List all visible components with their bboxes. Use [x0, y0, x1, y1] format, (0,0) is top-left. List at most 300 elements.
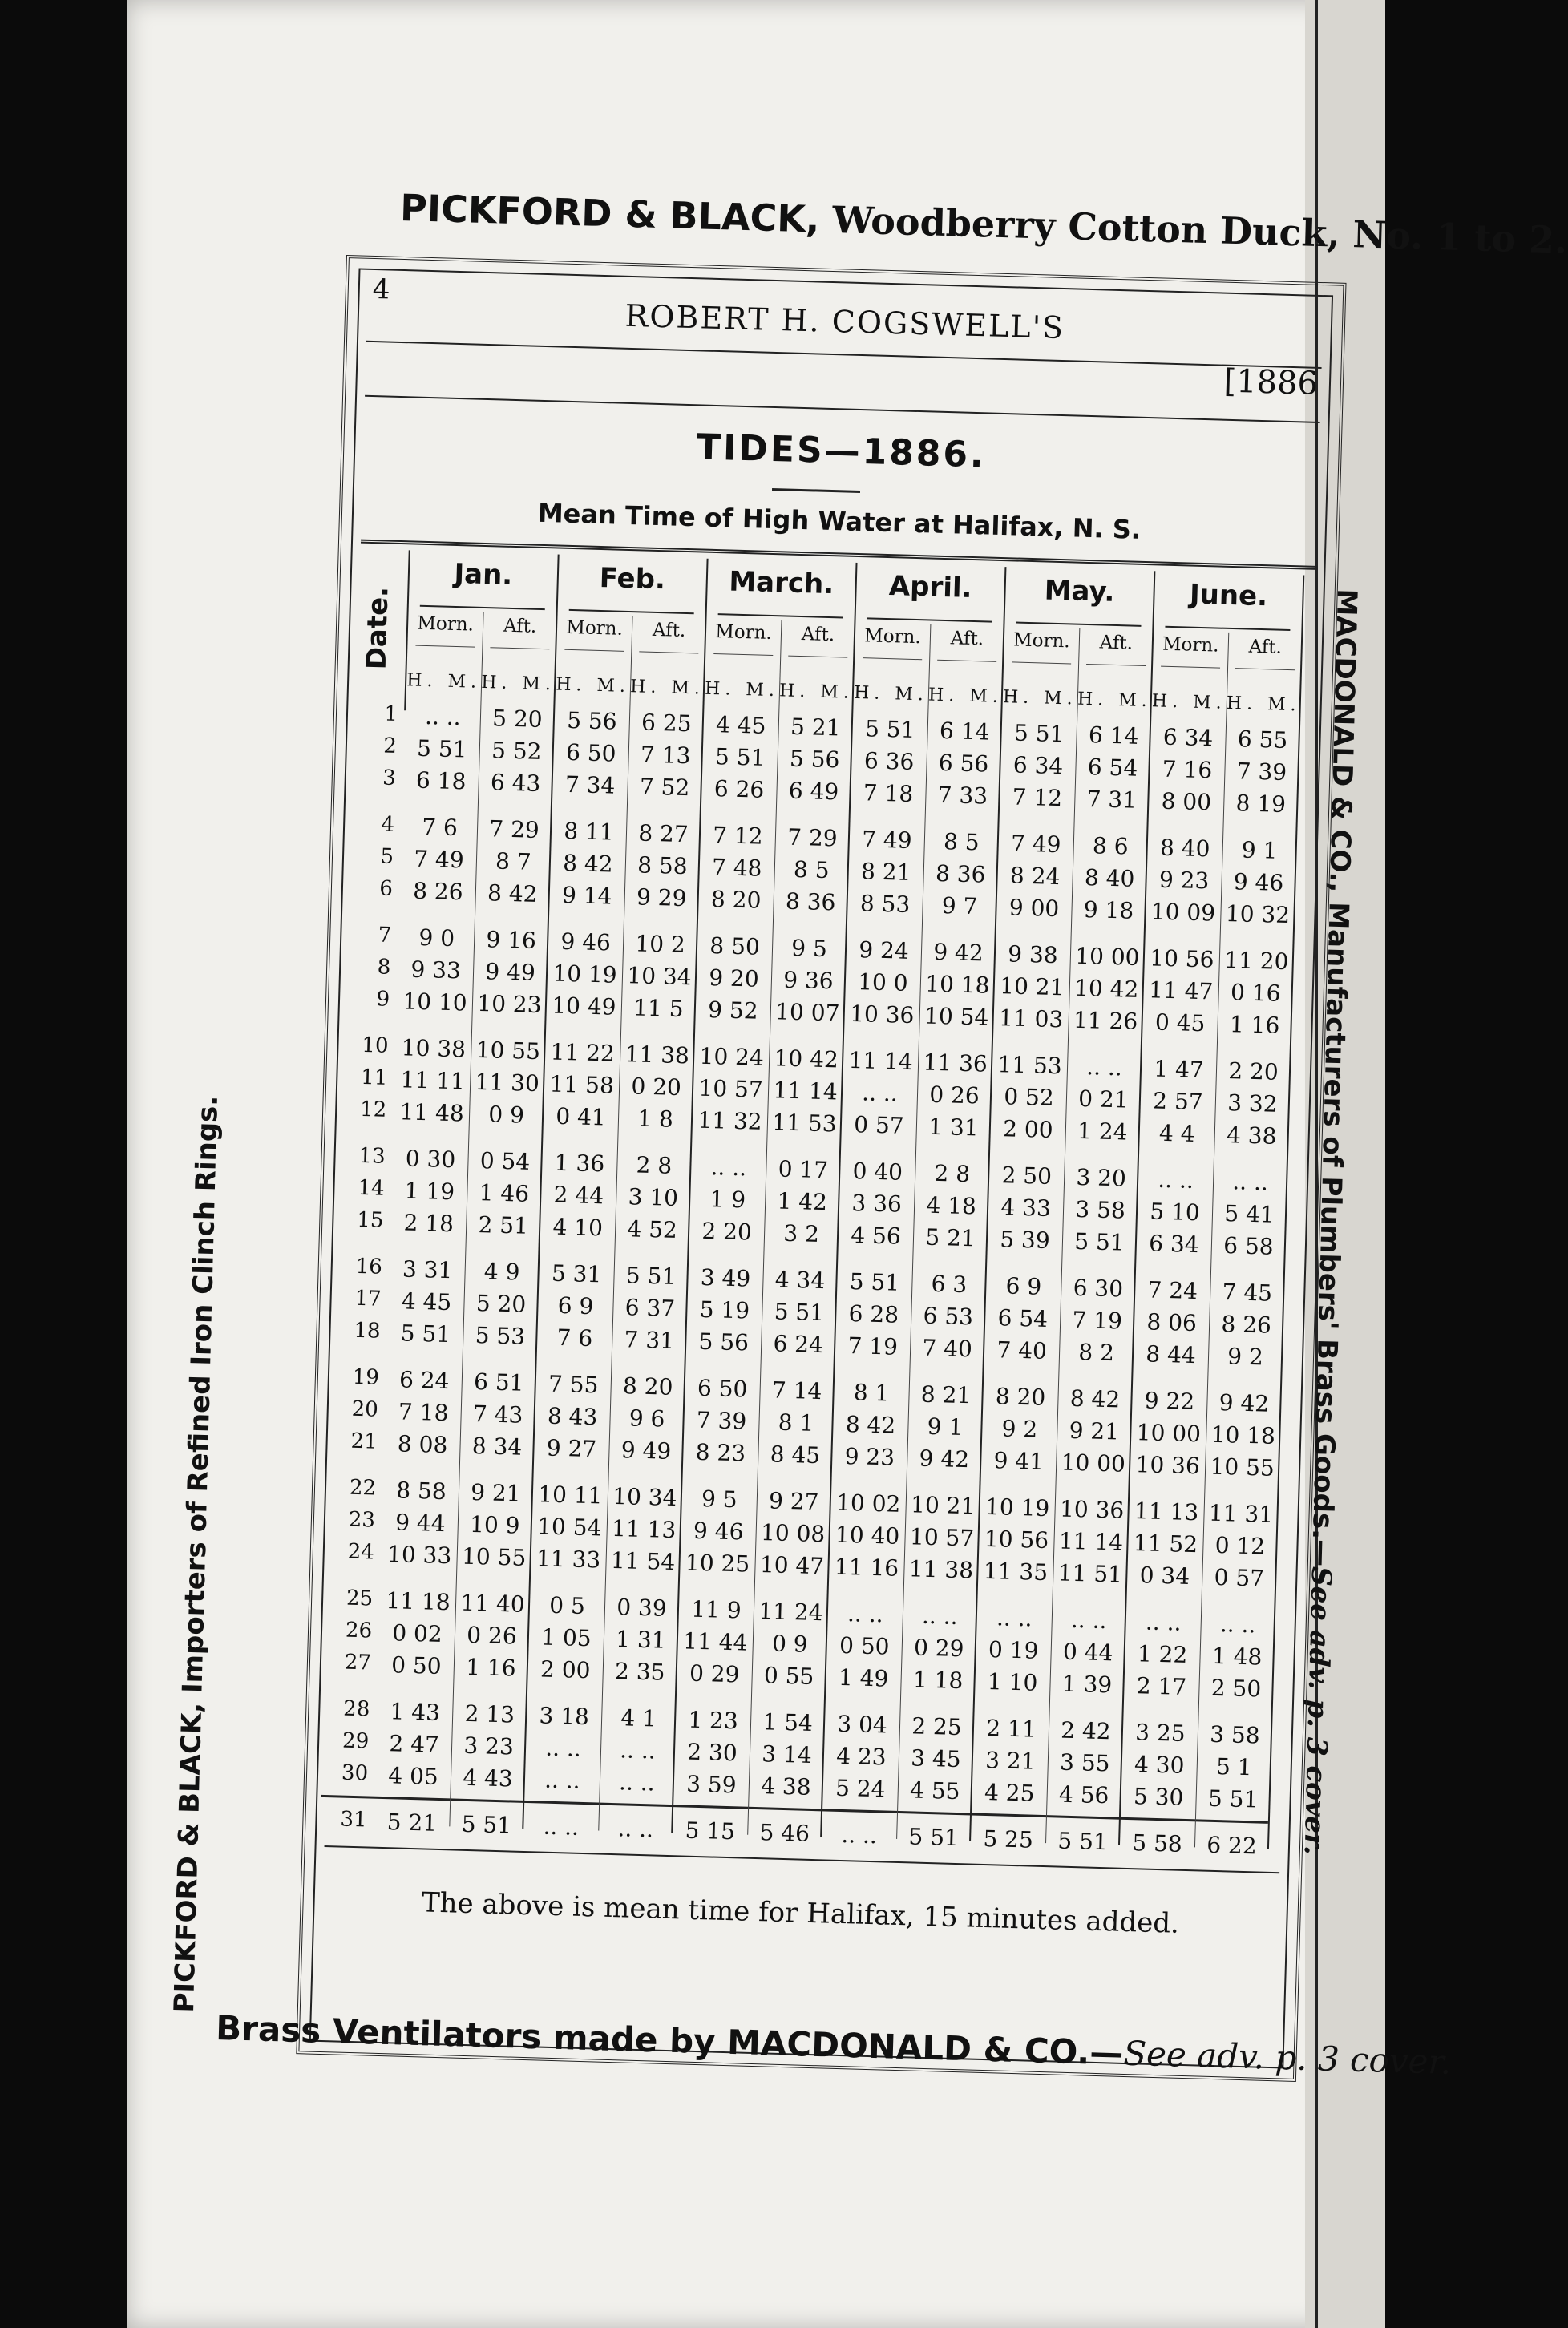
- morning-tide-time: 10 56: [984, 1525, 1049, 1554]
- afternoon-tide-time: 3 20: [1076, 1163, 1127, 1192]
- morning-tide-time: 2 17: [1136, 1672, 1187, 1700]
- morning-tide-time: 11 11: [400, 1066, 466, 1095]
- afternoon-tide-time: 9 7: [941, 892, 978, 920]
- afternoon-tide-time: 8 36: [935, 859, 986, 888]
- morning-tide-time: 8 50: [709, 932, 761, 960]
- morning-tide-time: 11 22: [550, 1038, 616, 1067]
- afternoon-tide-time: 10 9: [469, 1510, 520, 1539]
- morning-tide-time: 6 34: [1012, 751, 1064, 780]
- afternoon-tide-time: 11 5: [632, 994, 685, 1023]
- morning-tide-time: .. ..: [543, 1813, 580, 1841]
- afternoon-tide-time: 7 45: [1222, 1279, 1273, 1307]
- morning-tide-time: 8 20: [710, 886, 762, 914]
- date-number: 18: [354, 1318, 381, 1344]
- morning-tide-time: 7 18: [863, 779, 914, 808]
- afternoon-tide-time: 1 18: [912, 1666, 964, 1695]
- morning-tide-time: 8 43: [547, 1402, 598, 1431]
- morning-tide-time: 5 39: [999, 1226, 1051, 1254]
- afternoon-tide-time: 8 45: [770, 1441, 821, 1469]
- footnote: The above is mean time for Halifax, 15 minutes added.: [421, 1886, 1180, 1940]
- afternoon-tide-time: 10 55: [461, 1542, 527, 1571]
- morning-tide-time: 2 00: [540, 1655, 591, 1684]
- afternoon-tide-time: 10 07: [774, 998, 840, 1027]
- morning-tide-time: 5 31: [551, 1259, 602, 1288]
- hours-minutes-label: H. M.: [704, 678, 780, 701]
- morning-tide-time: 11 13: [1134, 1497, 1199, 1526]
- afternoon-tide-time: 11 20: [1223, 946, 1289, 976]
- hours-minutes-label: H. M.: [555, 674, 631, 697]
- subheader-rule: [863, 657, 922, 660]
- morning-tide-time: 5 15: [685, 1817, 736, 1845]
- morning-tide-time: 9 38: [1007, 940, 1059, 969]
- afternoon-tide-time: 3 32: [1227, 1089, 1279, 1118]
- morning-tide-time: 5 51: [864, 715, 915, 744]
- afternoon-tide-time: 0 26: [466, 1621, 518, 1650]
- afternoon-tide-time: 6 24: [773, 1330, 824, 1359]
- afternoon-tide-time: 0 39: [616, 1594, 668, 1622]
- morning-tide-time: 11 52: [1133, 1530, 1198, 1558]
- afternoon-tide-time: 8 27: [637, 819, 689, 848]
- footer-ad-ref: See adv. p. 3 cover.: [1122, 2033, 1452, 2083]
- date-number: 16: [355, 1254, 383, 1279]
- afternoon-tide-time: 5 20: [475, 1290, 527, 1318]
- morning-tide-time: 10 40: [835, 1521, 900, 1550]
- subheader-rule: [1012, 661, 1071, 664]
- morning-tide-time: 6 28: [848, 1300, 899, 1328]
- afternoon-tide-time: 8 2: [1077, 1339, 1115, 1367]
- morning-tide-time: 8 53: [859, 890, 911, 918]
- morning-tide-time: 10 24: [699, 1042, 765, 1071]
- morning-tide-time: 3 18: [539, 1702, 590, 1731]
- afternoon-tide-time: 7 29: [786, 823, 839, 852]
- morning-tide-time: 7 12: [1012, 783, 1063, 812]
- afternoon-tide-time: 8 5: [943, 828, 980, 856]
- afternoon-tide-time: 5 56: [789, 745, 840, 774]
- morning-tide-time: 6 26: [713, 775, 765, 803]
- date-number: 8: [377, 955, 391, 980]
- morning-tide-time: 8 06: [1146, 1308, 1198, 1337]
- page-subtitle: Mean Time of High Water at Halifax, N. S.: [537, 497, 1142, 545]
- morning-tide-time: 11 48: [399, 1098, 465, 1127]
- afternoon-tide-time: 5 46: [759, 1819, 810, 1847]
- morning-tide-time: 3 36: [851, 1190, 903, 1218]
- morning-tide-time: 0 29: [689, 1659, 740, 1688]
- morning-tide-time: 0 34: [1139, 1562, 1190, 1590]
- afternoon-tide-time: 1 54: [762, 1708, 814, 1736]
- afternoon-tide-time: 7 13: [640, 741, 691, 770]
- afternoon-tide-time: 6 51: [473, 1368, 524, 1396]
- afternoon-tide-time: 5 53: [475, 1322, 526, 1350]
- afternoon-tide-time: 7 31: [1086, 786, 1138, 814]
- afternoon-tide-time: 10 08: [760, 1519, 826, 1548]
- morning-tide-time: 1 10: [987, 1668, 1038, 1696]
- date-number: 5: [380, 844, 394, 869]
- morning-tide-time: .. ..: [1145, 1608, 1182, 1636]
- morning-tide-time: 4 10: [552, 1213, 604, 1242]
- afternoon-tide-time: 4 9: [483, 1258, 520, 1286]
- morning-tide-time: 5 51: [849, 1268, 900, 1296]
- afternoon-tide-time: 1 48: [1211, 1642, 1263, 1671]
- afternoon-tide-time: 0 9: [487, 1101, 525, 1129]
- afternoon-tide-time: 9 1: [927, 1413, 964, 1441]
- morning-tide-time: 11 9: [690, 1595, 742, 1624]
- afternoon-tide-time: 11 24: [758, 1598, 823, 1627]
- morning-tide-time: 6 36: [863, 747, 915, 776]
- afternoon-tide-time: .. ..: [617, 1815, 654, 1843]
- afternoon-tide-time: 11 38: [908, 1555, 974, 1584]
- morning-tide-time: 6 34: [1148, 1230, 1200, 1259]
- afternoon-tide-time: 1 42: [777, 1187, 828, 1216]
- afternoon-tide-time: 0 17: [778, 1155, 829, 1184]
- morning-tide-time: 7 24: [1147, 1276, 1198, 1305]
- morning-tide-time: 3 25: [1134, 1719, 1186, 1747]
- date-number: 19: [352, 1364, 380, 1390]
- morning-tide-time: 11 35: [983, 1557, 1049, 1586]
- morning-tide-time: 7 6: [556, 1324, 593, 1352]
- afternoon-tide-time: 3 10: [628, 1183, 679, 1212]
- afternoon-header: Aft.: [503, 615, 537, 637]
- afternoon-tide-time: 6 14: [939, 717, 990, 746]
- afternoon-tide-time: 11 54: [610, 1546, 676, 1576]
- date-number: 23: [348, 1507, 376, 1533]
- afternoon-tide-time: 8 42: [1069, 1384, 1121, 1413]
- morning-tide-time: 9 52: [707, 996, 758, 1025]
- afternoon-tide-time: 9 21: [1069, 1417, 1120, 1445]
- morning-tide-time: 8 1: [853, 1379, 890, 1407]
- afternoon-tide-time: 11 31: [1208, 1499, 1274, 1528]
- date-number: 20: [351, 1396, 379, 1422]
- afternoon-tide-time: 6 37: [624, 1294, 676, 1322]
- morning-tide-time: 7 19: [847, 1332, 899, 1360]
- morning-tide-time: 7 49: [413, 845, 465, 874]
- morning-tide-time: 9 00: [1008, 894, 1060, 923]
- morning-tide-time: 0 45: [1154, 1008, 1206, 1037]
- afternoon-tide-time: 2 42: [1060, 1716, 1112, 1745]
- morning-tide-time: 8 23: [695, 1438, 746, 1467]
- afternoon-tide-time: .. ..: [1085, 1053, 1123, 1081]
- morning-tide-time: 1 05: [540, 1623, 592, 1652]
- morning-tide-time: 4 45: [401, 1287, 452, 1316]
- afternoon-tide-time: 4 1: [620, 1704, 657, 1732]
- afternoon-tide-time: 5 41: [1223, 1200, 1275, 1228]
- afternoon-tide-time: 7 29: [488, 815, 540, 843]
- afternoon-tide-time: 5 51: [774, 1298, 825, 1327]
- afternoon-tide-time: 9 46: [1233, 868, 1284, 896]
- afternoon-tide-time: 9 36: [782, 966, 835, 995]
- header-ad-lead: PICKFORD & BLACK,: [399, 186, 821, 241]
- morning-tide-time: 10 10: [402, 988, 468, 1016]
- afternoon-tide-time: 11 14: [1058, 1527, 1124, 1556]
- morning-tide-time: 11 03: [998, 1004, 1064, 1033]
- date-number: 10: [361, 1033, 389, 1058]
- month-rule: [718, 613, 843, 618]
- morning-header: Morn.: [1012, 629, 1071, 653]
- afternoon-tide-time: 2 25: [911, 1712, 963, 1741]
- hours-minutes-label: H. M.: [853, 682, 929, 705]
- morning-tide-time: .. ..: [424, 702, 462, 731]
- afternoon-tide-time: 9 27: [768, 1487, 819, 1516]
- afternoon-tide-time: 9 18: [1083, 896, 1134, 924]
- morning-tide-time: 8 58: [395, 1477, 447, 1506]
- morning-tide-time: 6 9: [1005, 1272, 1042, 1300]
- afternoon-tide-time: 8 58: [636, 851, 689, 880]
- afternoon-tide-time: 10 47: [759, 1551, 825, 1580]
- morning-tide-time: 5 51: [1013, 719, 1065, 748]
- morning-tide-time: 11 44: [682, 1627, 748, 1656]
- morning-tide-time: 10 19: [984, 1493, 1050, 1522]
- afternoon-tide-time: 0 9: [771, 1630, 809, 1658]
- morning-tide-time: 9 23: [844, 1442, 895, 1471]
- afternoon-tide-time: .. ..: [1231, 1168, 1269, 1196]
- afternoon-tide-time: 4 18: [926, 1191, 977, 1220]
- afternoon-tide-time: 9 42: [919, 1445, 970, 1473]
- afternoon-tide-time: 8 6: [1092, 832, 1129, 860]
- morning-tide-time: 10 38: [401, 1034, 467, 1063]
- morning-tide-time: 11 32: [697, 1106, 763, 1135]
- afternoon-tide-time: 11 40: [460, 1589, 526, 1618]
- afternoon-tide-time: 6 22: [1206, 1831, 1258, 1860]
- morning-tide-time: 5 21: [386, 1809, 438, 1837]
- morning-tide-time: 11 47: [1148, 976, 1214, 1005]
- morning-tide-time: 10 33: [386, 1541, 452, 1570]
- afternoon-tide-time: 0 57: [1214, 1563, 1265, 1592]
- afternoon-tide-time: .. ..: [618, 1768, 656, 1797]
- morning-tide-time: 4 30: [1134, 1751, 1185, 1779]
- morning-tide-time: 8 00: [1161, 787, 1212, 816]
- morning-tide-time: 4 05: [387, 1762, 439, 1790]
- morning-tide-time: 9 33: [410, 956, 462, 984]
- morning-tide-time: 9 2: [1001, 1415, 1038, 1443]
- afternoon-tide-time: 3 2: [782, 1219, 820, 1247]
- hours-minutes-label: H. M.: [1226, 693, 1301, 716]
- hours-minutes-label: H. M.: [480, 672, 556, 695]
- morning-tide-time: 1 36: [554, 1149, 605, 1178]
- afternoon-header: Aft.: [1248, 636, 1283, 658]
- morning-tide-time: 10 54: [536, 1513, 602, 1542]
- afternoon-tide-time: 9 2: [1227, 1343, 1264, 1371]
- afternoon-tide-time: 1 24: [1077, 1117, 1128, 1146]
- afternoon-tide-time: 3 23: [463, 1732, 515, 1760]
- afternoon-tide-time: 9 49: [484, 958, 536, 986]
- morning-tide-time: 3 59: [685, 1770, 738, 1799]
- date-number: 14: [357, 1175, 385, 1201]
- afternoon-tide-time: 8 21: [920, 1380, 972, 1409]
- afternoon-tide-time: 8 42: [487, 879, 538, 907]
- morning-tide-time: 10 11: [537, 1481, 603, 1510]
- morning-tide-time: 0 57: [853, 1111, 905, 1139]
- afternoon-tide-time: 10 42: [774, 1045, 839, 1073]
- afternoon-tide-time: 2 8: [934, 1159, 971, 1188]
- date-number: 11: [360, 1065, 388, 1090]
- afternoon-tide-time: 5 51: [1207, 1784, 1259, 1813]
- morning-tide-time: 0 02: [391, 1619, 443, 1648]
- afternoon-tide-time: 6 58: [1222, 1232, 1275, 1260]
- morning-tide-time: 6 54: [997, 1304, 1049, 1332]
- month-name: Feb.: [599, 561, 666, 596]
- morning-tide-time: 11 14: [848, 1046, 914, 1076]
- morning-tide-time: 9 23: [1158, 866, 1210, 895]
- morning-tide-time: 7 49: [1010, 830, 1061, 859]
- morning-tide-time: 7 18: [398, 1398, 449, 1427]
- date-number: 15: [356, 1207, 384, 1233]
- morning-tide-time: .. ..: [1157, 1166, 1194, 1194]
- afternoon-tide-time: 5 51: [625, 1262, 677, 1290]
- subheader-rule: [713, 653, 773, 656]
- afternoon-tide-time: 11 36: [923, 1049, 988, 1077]
- morning-header: Morn.: [863, 625, 922, 649]
- morning-tide-time: 5 25: [983, 1825, 1034, 1853]
- morning-tide-time: 6 34: [1162, 723, 1214, 752]
- afternoon-tide-time: 10 34: [626, 962, 693, 991]
- morning-tide-time: 5 51: [400, 1320, 451, 1348]
- afternoon-tide-time: 3 58: [1074, 1195, 1126, 1224]
- afternoon-tide-time: 6 56: [938, 749, 989, 778]
- date-number: 2: [382, 734, 398, 758]
- subheader-rule: [415, 645, 475, 648]
- afternoon-tide-time: 1 8: [636, 1105, 674, 1133]
- tide-table: [325, 549, 1303, 1860]
- afternoon-tide-time: 6 49: [788, 777, 839, 806]
- afternoon-tide-time: 2 8: [636, 1151, 673, 1179]
- morning-tide-time: .. ..: [710, 1154, 747, 1182]
- morning-tide-time: 11 53: [997, 1051, 1063, 1080]
- morning-tide-time: 8 21: [860, 858, 911, 886]
- morning-tide-time: 0 50: [839, 1631, 890, 1660]
- morning-tide-time: 10 02: [835, 1489, 901, 1518]
- afternoon-tide-time: 6 14: [1088, 721, 1139, 750]
- afternoon-tide-time: 3 58: [1209, 1720, 1261, 1749]
- afternoon-tide-time: 5 21: [924, 1223, 976, 1252]
- morning-tide-time: 10 0: [857, 968, 909, 996]
- morning-tide-time: 5 24: [835, 1774, 886, 1803]
- morning-tide-time: 7 16: [1162, 755, 1213, 784]
- date-number: 26: [345, 1618, 373, 1643]
- morning-tide-time: 9 24: [858, 936, 910, 964]
- date-number: 7: [378, 923, 392, 948]
- morning-tide-time: 1 9: [709, 1186, 746, 1214]
- morning-tide-time: 4 25: [984, 1778, 1035, 1807]
- morning-tide-time: 5 51: [714, 743, 766, 771]
- afternoon-tide-time: 2 50: [1210, 1674, 1262, 1703]
- morning-tide-time: 2 20: [701, 1217, 753, 1246]
- date-number: 4: [381, 812, 395, 837]
- afternoon-tide-time: 9 29: [636, 883, 687, 912]
- morning-header: Morn.: [1162, 633, 1219, 657]
- morning-tide-time: 8 08: [397, 1430, 448, 1459]
- morning-tide-time: 9 46: [560, 928, 612, 956]
- morning-tide-time: 3 31: [402, 1255, 453, 1284]
- afternoon-tide-time: 8 7: [495, 847, 532, 875]
- month-name: May.: [1044, 574, 1116, 608]
- afternoon-tide-time: 0 21: [1077, 1085, 1130, 1113]
- morning-tide-time: 3 21: [984, 1746, 1036, 1775]
- subheader-rule: [1235, 668, 1295, 670]
- morning-tide-time: 2 44: [553, 1181, 604, 1210]
- afternoon-tide-time: 11 30: [475, 1068, 540, 1097]
- afternoon-tide-time: 4 34: [774, 1266, 826, 1295]
- year-mark: [1886: [1222, 362, 1319, 402]
- morning-tide-time: 3 49: [700, 1263, 751, 1292]
- afternoon-tide-time: 6 43: [490, 769, 541, 798]
- afternoon-header: Aft.: [1099, 632, 1134, 654]
- morning-tide-time: .. ..: [847, 1600, 884, 1628]
- morning-tide-time: 2 11: [985, 1715, 1037, 1743]
- afternoon-tide-time: 9 5: [790, 934, 828, 963]
- date-number: 29: [341, 1728, 370, 1754]
- morning-tide-time: 1 43: [390, 1698, 441, 1726]
- morning-tide-time: 9 46: [693, 1517, 744, 1546]
- afternoon-tide-time: 4 56: [1058, 1780, 1109, 1809]
- hours-minutes-label: H. M.: [778, 681, 855, 703]
- date-number: 24: [347, 1539, 375, 1565]
- morning-tide-time: 8 40: [1159, 834, 1210, 863]
- subheader-rule: [1161, 666, 1220, 669]
- subheader-rule: [937, 660, 996, 662]
- afternoon-tide-time: 11 26: [1073, 1006, 1138, 1035]
- month-rule: [1165, 626, 1290, 631]
- afternoon-tide-time: 5 52: [491, 737, 542, 766]
- afternoon-tide-time: 8 36: [785, 887, 836, 916]
- date-column-header: [356, 549, 410, 711]
- afternoon-tide-time: 7 33: [937, 781, 988, 810]
- afternoon-tide-time: 0 44: [1062, 1638, 1113, 1667]
- morning-tide-time: 8 26: [412, 877, 463, 906]
- afternoon-tide-time: 8 26: [1221, 1311, 1272, 1339]
- page-title: TIDES—1886.: [696, 426, 987, 476]
- hours-minutes-label: H. M.: [927, 685, 1004, 708]
- afternoon-tide-time: .. ..: [921, 1602, 959, 1630]
- afternoon-tide-time: 0 55: [763, 1662, 814, 1690]
- afternoon-tide-time: 11 14: [773, 1077, 839, 1105]
- morning-tide-time: 10 49: [551, 992, 616, 1021]
- morning-tide-time: 6 50: [565, 738, 616, 767]
- afternoon-tide-time: 10 18: [924, 970, 990, 999]
- afternoon-tide-time: 1 31: [615, 1626, 667, 1654]
- afternoon-tide-time: 11 53: [771, 1109, 838, 1138]
- morning-tide-time: 7 55: [548, 1370, 599, 1399]
- morning-tide-time: 5 56: [698, 1328, 750, 1356]
- morning-tide-time: 10 36: [849, 1000, 915, 1029]
- date-number: 6: [378, 876, 394, 901]
- afternoon-tide-time: 6 30: [1073, 1274, 1124, 1303]
- morning-tide-time: 7 40: [996, 1336, 1048, 1364]
- morning-tide-time: 10 00: [1136, 1419, 1202, 1448]
- morning-tide-time: 8 42: [562, 849, 614, 878]
- afternoon-tide-time: .. ..: [1070, 1606, 1108, 1635]
- morning-tide-time: 4 33: [1000, 1194, 1052, 1222]
- morning-tide-time: 8 20: [995, 1383, 1046, 1411]
- hours-minutes-label: H. M.: [1151, 691, 1227, 713]
- morning-tide-time: 9 0: [418, 924, 455, 952]
- morning-tide-time: 1 23: [688, 1706, 739, 1735]
- afternoon-tide-time: 0 16: [1230, 979, 1281, 1007]
- date-number: 9: [376, 987, 390, 1012]
- afternoon-tide-time: 9 1: [1241, 836, 1278, 864]
- morning-tide-time: 8 42: [845, 1410, 896, 1439]
- afternoon-tide-time: 0 26: [928, 1081, 980, 1109]
- afternoon-tide-time: 7 52: [639, 773, 690, 802]
- morning-tide-time: 7 6: [421, 813, 459, 842]
- morning-tide-time: 0 40: [852, 1158, 903, 1186]
- afternoon-tide-time: 2 51: [478, 1211, 529, 1239]
- afternoon-tide-time: 0 12: [1214, 1531, 1266, 1560]
- morning-tide-time: 8 11: [563, 817, 615, 846]
- afternoon-tide-time: 2 13: [464, 1700, 515, 1728]
- afternoon-tide-time: 2 35: [614, 1658, 665, 1686]
- afternoon-tide-time: 9 49: [620, 1437, 672, 1465]
- date-number: 22: [349, 1475, 377, 1501]
- morning-tide-time: 1 49: [838, 1663, 889, 1692]
